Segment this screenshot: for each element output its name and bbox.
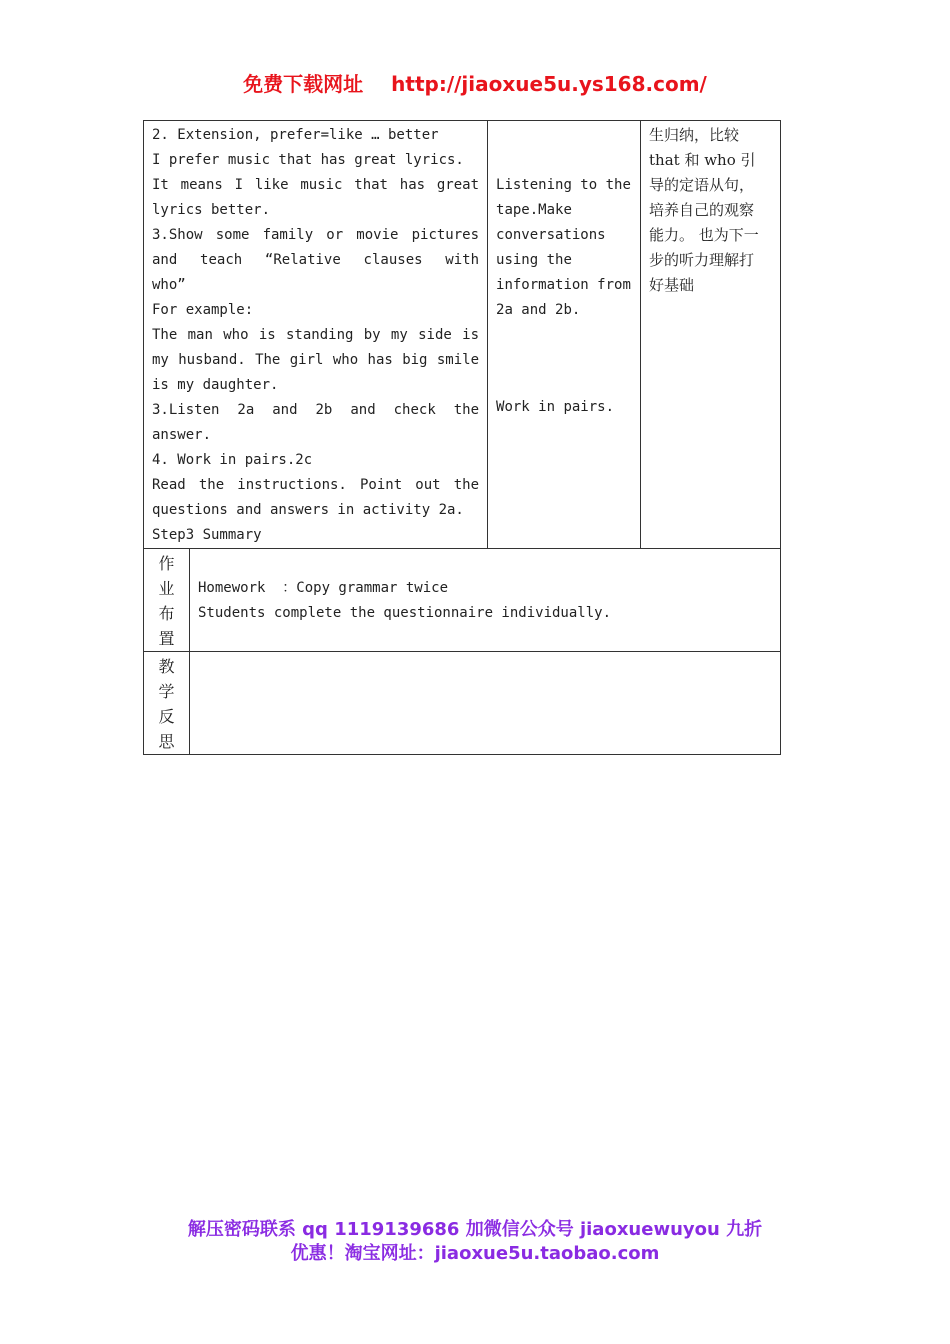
site-header — [0, 68, 950, 97]
label-char: 置 — [158, 629, 175, 648]
text-line: The man who is standing by my side is — [152, 327, 480, 343]
homework-row — [144, 549, 781, 652]
text-line: information from — [496, 277, 631, 293]
header-label: 免费下载网址 — [243, 72, 364, 96]
text-line: 生归纳，比较 — [649, 126, 740, 144]
label-char: 业 — [158, 579, 175, 598]
reflection-label — [144, 652, 190, 755]
text-line: For example: — [152, 302, 254, 318]
footer-line: 优惠！淘宝网址：jiaoxue5u.taobao.com — [290, 1243, 660, 1264]
text-line: conversations — [496, 227, 606, 243]
text-line: Read the instructions. Point out the — [152, 477, 480, 493]
blank-line — [496, 347, 633, 371]
blank-line — [496, 323, 633, 347]
teacher-activity-cell — [144, 121, 488, 549]
text-line: 3.Listen 2a and 2b and check the — [152, 402, 480, 418]
label-char: 学 — [158, 682, 175, 701]
text-line: 2. Extension, prefer=like … better — [152, 127, 439, 143]
text-line: tape.Make — [496, 202, 572, 218]
label-char: 布 — [158, 604, 175, 623]
text-line: 2a and 2b. — [496, 302, 581, 318]
text-line: I prefer music that has great lyrics. — [152, 152, 464, 168]
label-char: 作 — [158, 554, 175, 573]
text-line: 步的听力理解打 — [649, 251, 755, 269]
homework-content — [190, 549, 781, 652]
text-line: Listening to the — [496, 177, 631, 193]
student-activity-cell — [488, 121, 641, 549]
text-line: 导的定语从句， — [649, 176, 755, 194]
text-line: and teach “Relative clauses with — [152, 252, 480, 268]
text-line: using the — [496, 252, 572, 268]
design-intent-cell — [641, 121, 781, 549]
label-char: 思 — [158, 732, 175, 751]
text-line: 好基础 — [649, 276, 695, 294]
text-line: that 和 who 引 — [649, 151, 756, 169]
text-line: lyrics better. — [152, 202, 271, 218]
homework-line: Homework ：Copy grammar twice — [198, 580, 449, 596]
site-footer — [0, 1218, 950, 1266]
homework-line: Students complete the questionnaire individually. — [198, 605, 612, 621]
procedure-row — [144, 121, 781, 549]
text-line: 4. Work in pairs.2c — [152, 452, 313, 468]
lesson-plan-table — [143, 120, 781, 755]
text-line: 能力。 也为下一 — [649, 226, 759, 244]
text-line: 培养自己的观察 — [649, 201, 755, 219]
text-line: 3.Show some family or movie pictures — [152, 227, 480, 243]
blank-line — [496, 371, 633, 395]
reflection-content[interactable] — [190, 652, 781, 755]
text-line: my husband. The girl who has big smile — [152, 352, 480, 368]
label-char: 教 — [158, 657, 175, 676]
text-line: It means I like music that has great — [152, 177, 480, 193]
text-line: Step3 Summary — [152, 527, 262, 543]
text-line: questions and answers in activity 2a. — [152, 502, 464, 518]
label-char: 反 — [158, 707, 175, 726]
text-line: Work in pairs. — [496, 399, 615, 415]
text-line: who” — [152, 277, 186, 293]
reflection-row — [144, 652, 781, 755]
footer-line: 解压密码联系 qq 1119139686 加微信公众号 jiaoxuewuyou 九折 — [187, 1219, 763, 1240]
header-url[interactable]: http://jiaoxue5u.ys168.com/ — [391, 72, 707, 96]
text-line: is my daughter. — [152, 377, 279, 393]
text-line: answer. — [152, 427, 212, 443]
homework-label — [144, 549, 190, 652]
